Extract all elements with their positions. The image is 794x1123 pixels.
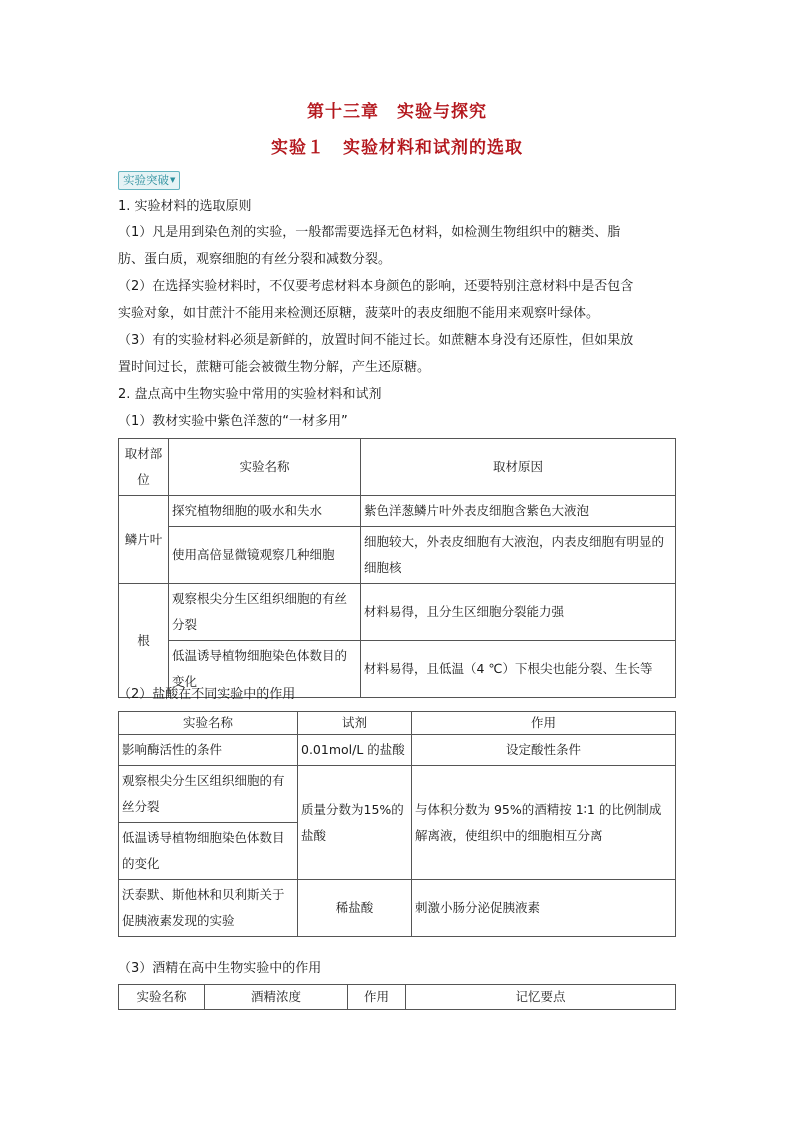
table-cell: 观察根尖分生区组织细胞的有丝分裂: [119, 766, 298, 823]
subheading-2: （2）盐酸在不同实验中的作用: [118, 687, 296, 702]
table-cell: 鳞片叶: [119, 496, 169, 584]
table-cell: 材料易得，且低温（4 ℃）下根尖也能分裂、生长等: [361, 641, 676, 698]
table-header: 实验名称: [119, 985, 205, 1010]
table-cell: 材料易得，且分生区细胞分裂能力强: [361, 584, 676, 641]
paragraph-3a: （3）有的实验材料必须是新鲜的，放置时间不能过长。如蔗糖本身没有还原性，但如果放: [118, 333, 634, 348]
subheading-1: （1）教材实验中紫色洋葱的“一材多用”: [118, 414, 348, 429]
table-row: [119, 766, 676, 823]
table-cell: 稀盐酸: [298, 880, 412, 937]
table-row: [119, 712, 676, 735]
paragraph-2a: （2）在选择实验材料时，不仅要考虑材料本身颜色的影响，还要特别注意材料中是否包含: [118, 279, 634, 294]
alcohol-table: [118, 984, 676, 1010]
table-cell: 沃泰默、斯他林和贝利斯关于促胰液素发现的实验: [119, 880, 298, 937]
badge-label: 实验突破: [123, 173, 169, 187]
table-header: 实验名称: [119, 712, 298, 735]
paragraph-2b: 实验对象，如甘蔗汁不能用来检测还原糖，菠菜叶的表皮细胞不能用来观察叶绿体。: [118, 306, 600, 321]
subheading-3: （3）酒精在高中生物实验中的作用: [118, 961, 322, 976]
heading-2: 2. 盘点高中生物实验中常用的实验材料和试剂: [118, 387, 382, 402]
hcl-table: [118, 711, 676, 937]
table-header: 实验名称: [169, 439, 361, 496]
table-cell: 探究植物细胞的吸水和失水: [169, 496, 361, 527]
table-cell: 设定酸性条件: [412, 735, 676, 766]
paragraph-3b: 置时间过长，蔗糖可能会被微生物分解，产生还原糖。: [118, 360, 431, 375]
table-cell: 使用高倍显微镜观察几种细胞: [169, 527, 361, 584]
table-cell: 细胞较大，外表皮细胞有大液泡，内表皮细胞有明显的细胞核: [361, 527, 676, 584]
table-row: [119, 880, 676, 937]
paragraph-1a: （1）凡是用到染色剂的实验，一般都需要选择无色材料，如检测生物组织中的糖类、脂: [118, 225, 621, 240]
table-cell: 低温诱导植物细胞染色体数目的变化: [119, 823, 298, 880]
table-header: 作用: [348, 985, 406, 1010]
table-header: 取材部位: [119, 439, 169, 496]
table-cell: 影响酶活性的条件: [119, 735, 298, 766]
table-header: 记忆要点: [406, 985, 676, 1010]
table-cell: 低温诱导植物细胞染色体数目的变化: [169, 641, 361, 698]
table-cell: 根: [119, 584, 169, 698]
heading-1: 1. 实验材料的选取原则: [118, 199, 252, 214]
table-header: 取材原因: [361, 439, 676, 496]
table-header: 试剂: [298, 712, 412, 735]
table-cell: 紫色洋葱鳞片叶外表皮细胞含紫色大液泡: [361, 496, 676, 527]
table-cell: 与体积分数为 95%的酒精按 1∶1 的比例制成解离液，使组织中的细胞相互分离: [412, 766, 676, 880]
table-cell: 0.01mol/L 的盐酸: [298, 735, 412, 766]
table-header: 酒精浓度: [205, 985, 348, 1010]
table-row: [119, 527, 676, 584]
onion-table: [118, 438, 676, 698]
table-row: [119, 985, 676, 1010]
table-cell: 观察根尖分生区组织细胞的有丝分裂: [169, 584, 361, 641]
table-cell: 刺激小肠分泌促胰液素: [412, 880, 676, 937]
table-header: 作用: [412, 712, 676, 735]
table-row: [119, 439, 676, 496]
table-cell: 质量分数为15%的盐酸: [298, 766, 412, 880]
table-row: [119, 584, 676, 641]
experiment-badge: [118, 171, 180, 190]
table-row: [119, 496, 676, 527]
chapter-title: 第十三章 实验与探究: [307, 102, 487, 122]
paragraph-1b: 肪、蛋白质，观察细胞的有丝分裂和减数分裂。: [118, 252, 392, 267]
section-title: 实验１ 实验材料和试剂的选取: [271, 138, 523, 158]
table-row: [119, 735, 676, 766]
triangle-icon: ▼: [170, 176, 176, 184]
